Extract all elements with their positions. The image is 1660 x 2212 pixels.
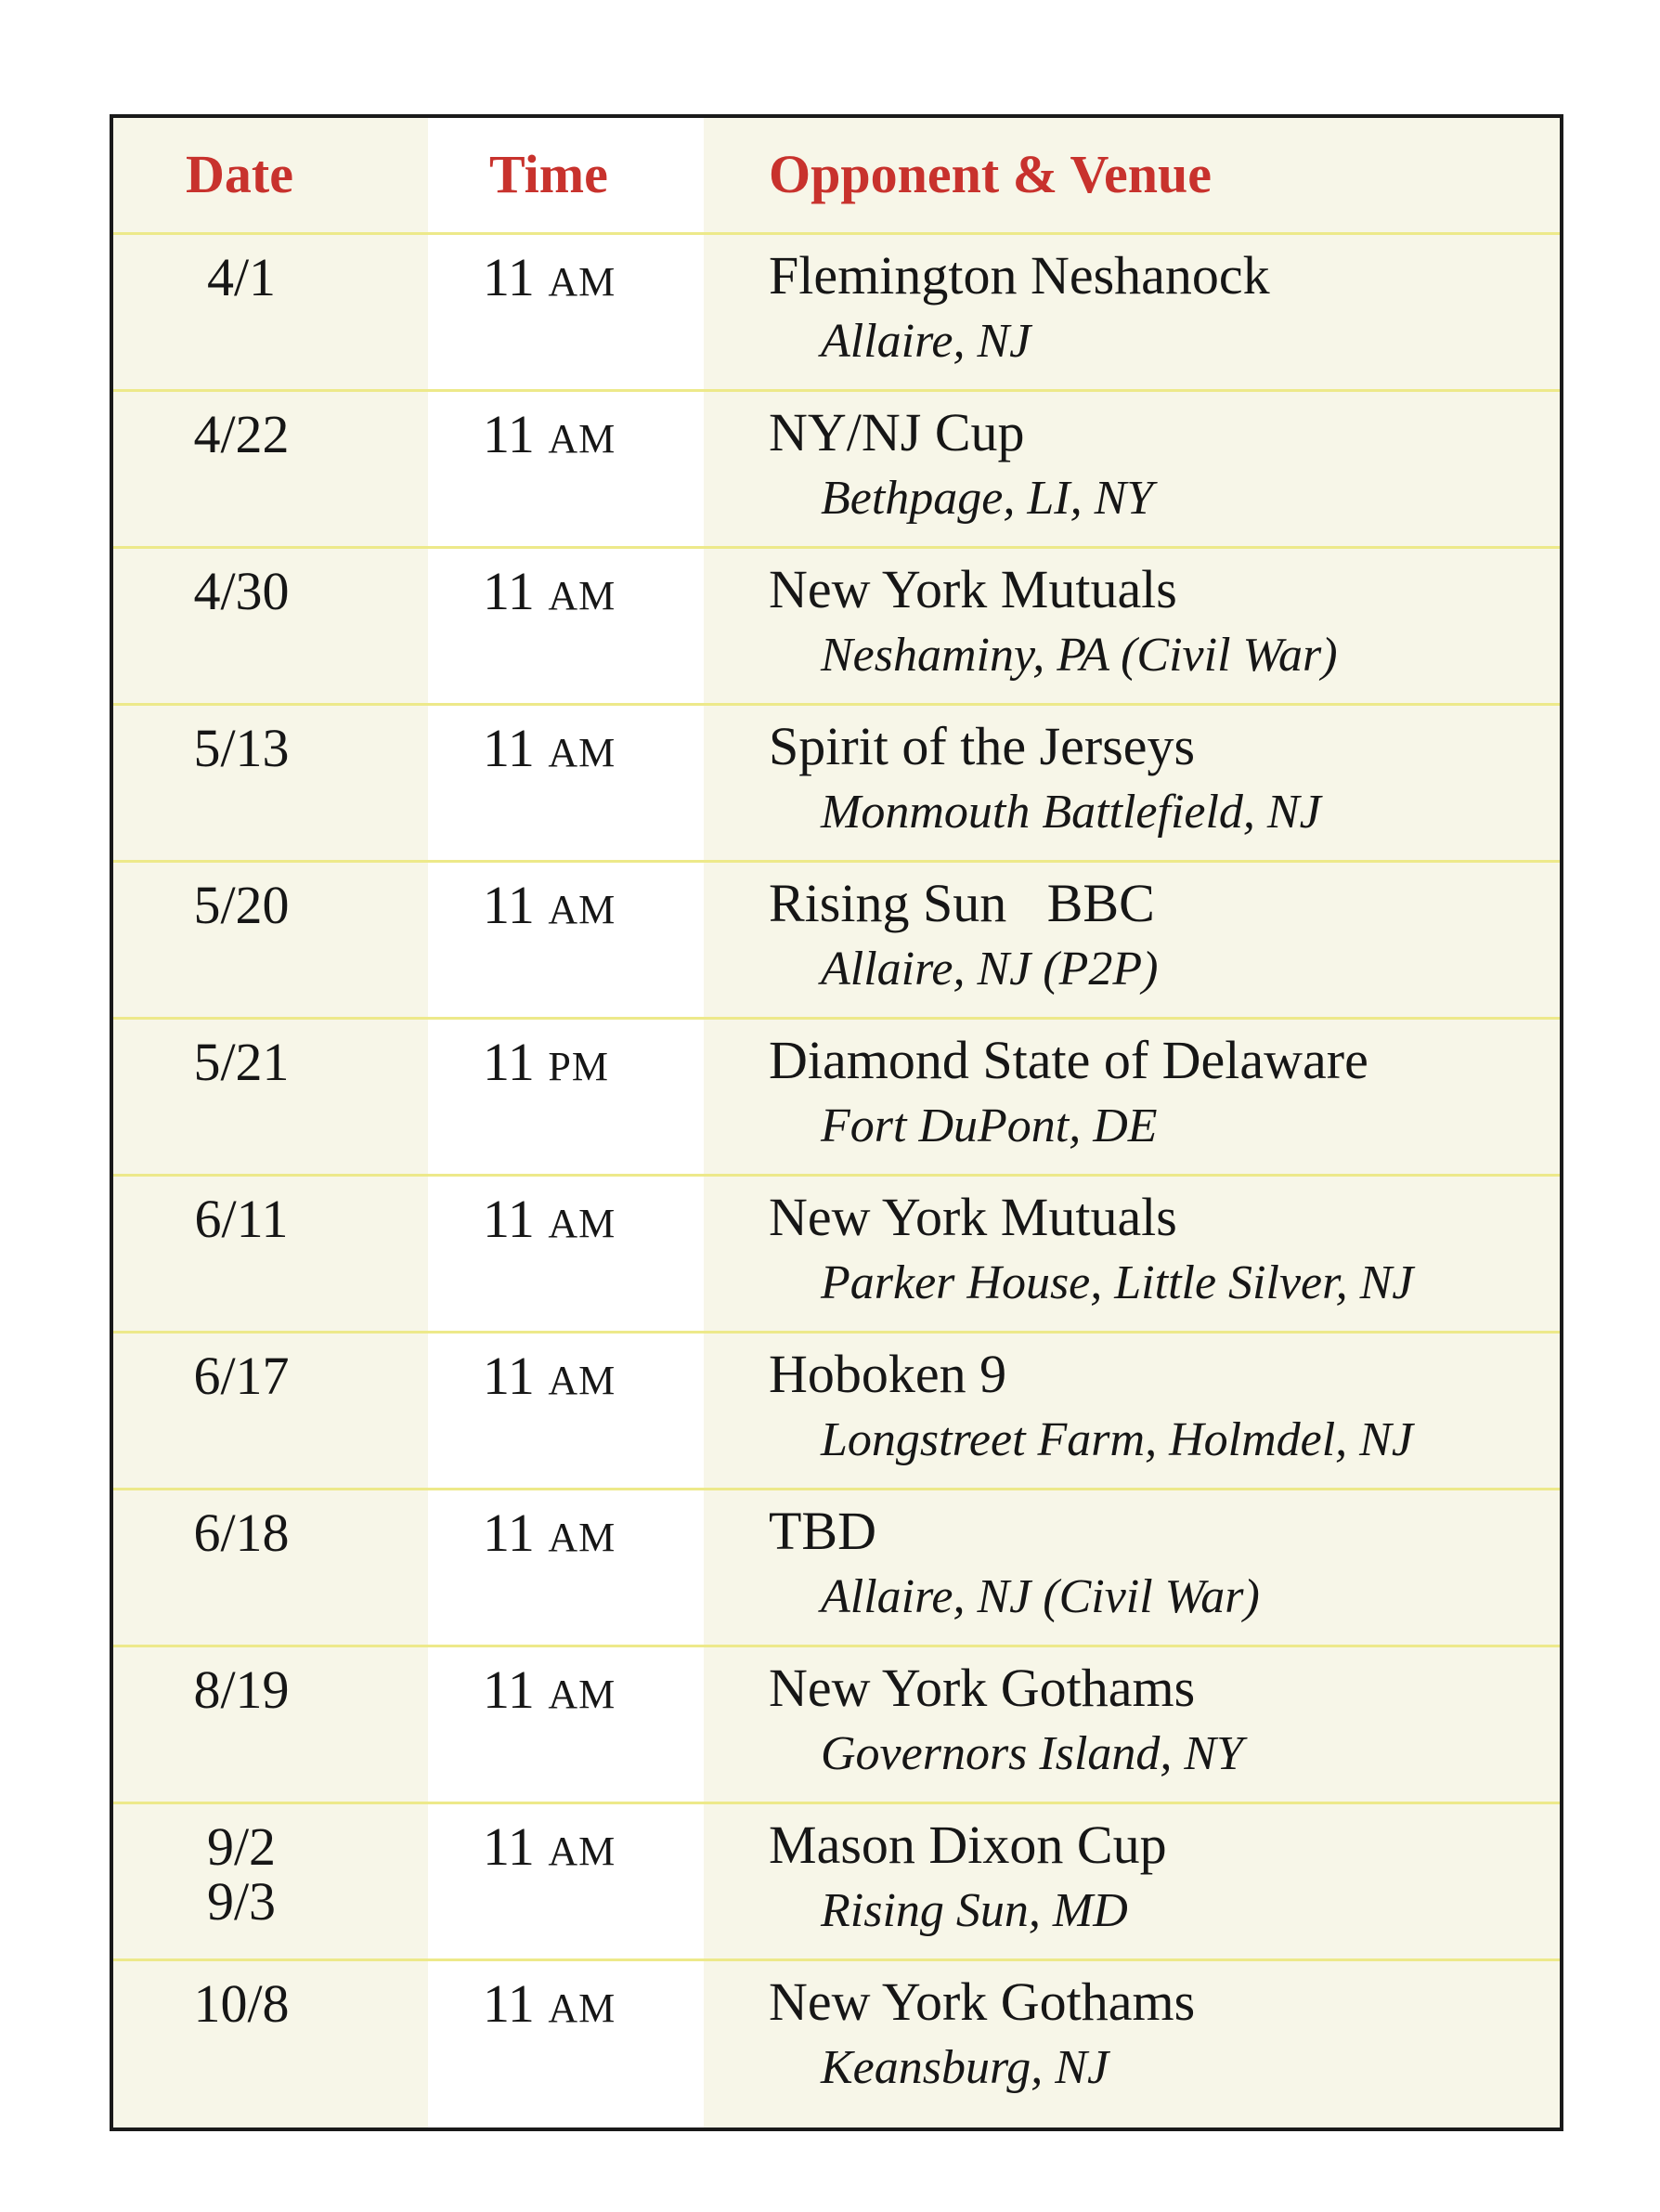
game-row	[113, 1490, 1560, 1647]
game-venue: Governors Island, NY	[821, 1727, 1244, 1780]
game-time-ampm: AM	[548, 259, 616, 305]
game-time	[483, 1659, 616, 1720]
game-row	[113, 1804, 1560, 1961]
game-time	[483, 1346, 616, 1406]
game-date: 10/8	[193, 1973, 290, 2034]
game-date: 5/13	[193, 718, 290, 778]
game-row	[113, 235, 1560, 392]
game-time-hour: 11	[483, 1032, 535, 1092]
game-time-hour: 11	[483, 1346, 535, 1406]
game-time	[483, 875, 616, 935]
game-time-ampm: AM	[548, 1985, 616, 2031]
game-row	[113, 706, 1560, 863]
game-time-ampm: AM	[548, 730, 616, 775]
game-venue: Allaire, NJ (Civil War)	[821, 1570, 1260, 1623]
game-time	[483, 404, 616, 464]
game-opponent: TBD	[769, 1501, 876, 1561]
game-row	[113, 1961, 1560, 2118]
game-opponent: New York Mutuals	[769, 559, 1177, 619]
game-time	[483, 718, 616, 778]
game-time	[483, 1973, 616, 2034]
game-time-hour: 11	[483, 1816, 535, 1877]
game-venue: Fort DuPont, DE	[821, 1099, 1158, 1152]
game-date: 6/11	[194, 1189, 289, 1249]
game-time-hour: 11	[483, 718, 535, 778]
game-venue: Allaire, NJ	[821, 315, 1031, 368]
game-row	[113, 1334, 1560, 1490]
game-date: 4/30	[193, 561, 290, 621]
game-time	[483, 1032, 609, 1092]
game-date: 5/20	[193, 875, 290, 935]
schedule-rows	[113, 235, 1560, 2118]
game-opponent: Rising Sun BBC	[769, 873, 1155, 933]
game-time	[483, 1816, 616, 1877]
game-time	[483, 561, 616, 621]
game-date: 9/2 9/3	[206, 1816, 277, 1932]
schedule-card	[110, 114, 1563, 2131]
game-opponent: Diamond State of Delaware	[769, 1030, 1368, 1090]
game-time	[483, 1503, 616, 1563]
game-time-hour: 11	[483, 561, 535, 621]
game-opponent: Mason Dixon Cup	[769, 1815, 1167, 1875]
game-time-hour: 11	[483, 247, 535, 307]
game-venue: Monmouth Battlefield, NJ	[821, 786, 1321, 839]
game-time-ampm: AM	[548, 1515, 616, 1560]
game-venue: Parker House, Little Silver, NJ	[821, 1256, 1414, 1309]
game-time-hour: 11	[483, 1189, 535, 1249]
game-row	[113, 549, 1560, 706]
game-date: 8/19	[193, 1659, 290, 1720]
game-time-ampm: AM	[548, 887, 616, 932]
game-date: 4/1	[206, 247, 277, 307]
game-time	[483, 1189, 616, 1249]
game-date: 5/21	[193, 1032, 290, 1092]
game-date: 6/18	[193, 1503, 290, 1563]
game-opponent: Spirit of the Jerseys	[769, 716, 1196, 776]
game-venue: Bethpage, LI, NY	[821, 472, 1154, 525]
game-date: 4/22	[193, 404, 290, 464]
game-opponent: Hoboken 9	[769, 1344, 1007, 1404]
time-header: Time	[489, 144, 608, 204]
schedule-header	[113, 118, 1560, 235]
game-time-hour: 11	[483, 404, 535, 464]
game-time-hour: 11	[483, 875, 535, 935]
game-opponent: New York Gothams	[769, 1971, 1196, 2032]
game-time-hour: 11	[483, 1973, 535, 2034]
game-opponent: NY/NJ Cup	[769, 402, 1025, 462]
game-row	[113, 1020, 1560, 1177]
game-venue: Allaire, NJ (P2P)	[821, 943, 1159, 995]
game-date: 6/17	[193, 1346, 290, 1406]
game-time-ampm: AM	[548, 1201, 616, 1246]
game-row	[113, 1177, 1560, 1334]
opponent-venue-header: Opponent & Venue	[769, 144, 1213, 204]
game-row	[113, 392, 1560, 549]
game-venue: Longstreet Farm, Holmdel, NJ	[821, 1413, 1413, 1466]
game-time-ampm: AM	[548, 1358, 616, 1403]
game-time-ampm: AM	[548, 1672, 616, 1717]
game-time	[483, 247, 616, 307]
date-header: Date	[186, 144, 293, 204]
game-time-ampm: AM	[548, 573, 616, 618]
game-row	[113, 863, 1560, 1020]
game-venue: Neshaminy, PA (Civil War)	[821, 629, 1338, 682]
game-time-hour: 11	[483, 1503, 535, 1563]
game-venue: Keansburg, NJ	[821, 2041, 1109, 2094]
game-opponent: New York Mutuals	[769, 1187, 1177, 1247]
game-opponent: New York Gothams	[769, 1658, 1196, 1718]
game-row	[113, 1647, 1560, 1804]
game-time-ampm: AM	[548, 1828, 616, 1874]
game-time-hour: 11	[483, 1659, 535, 1720]
game-time-ampm: AM	[548, 416, 616, 462]
game-opponent: Flemington Neshanock	[769, 245, 1270, 306]
game-time-ampm: PM	[548, 1044, 609, 1089]
game-venue: Rising Sun, MD	[821, 1884, 1128, 1937]
